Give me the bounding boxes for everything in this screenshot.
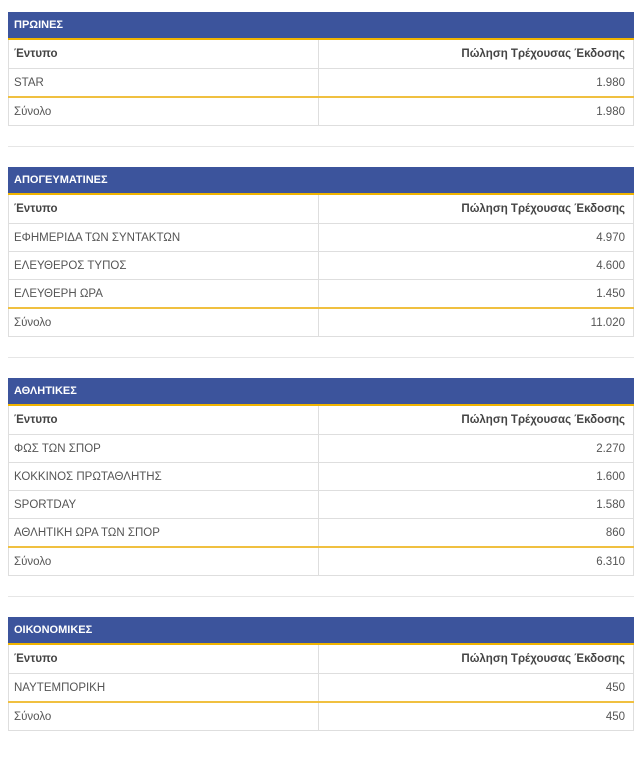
sales-table bbox=[8, 406, 634, 576]
table-row bbox=[9, 280, 634, 309]
total-label: Σύνολο bbox=[9, 308, 319, 337]
column-header-title: Έντυπο bbox=[9, 406, 319, 435]
total-value: 11.020 bbox=[319, 308, 634, 337]
publication-name: ΦΩΣ ΤΩΝ ΣΠΟΡ bbox=[9, 435, 319, 463]
publication-name: ΝΑΥΤΕΜΠΟΡΙΚΗ bbox=[9, 674, 319, 703]
section-divider bbox=[8, 357, 634, 358]
publication-name: ΕΦΗΜΕΡΙΔΑ ΤΩΝ ΣΥΝΤΑΚΤΩΝ bbox=[9, 224, 319, 252]
sales-value: 1.580 bbox=[319, 491, 634, 519]
table-row bbox=[9, 491, 634, 519]
total-row bbox=[9, 702, 634, 731]
table-header-row bbox=[9, 40, 634, 69]
column-header-sales: Πώληση Τρέχουσας Έκδοσης bbox=[319, 645, 634, 674]
publication-name: STAR bbox=[9, 69, 319, 98]
publication-name: ΕΛΕΥΘΕΡΟΣ ΤΥΠΟΣ bbox=[9, 252, 319, 280]
publication-name: SPORTDAY bbox=[9, 491, 319, 519]
section-title: ΠΡΩΙΝΕΣ bbox=[8, 12, 634, 40]
column-header-title: Έντυπο bbox=[9, 40, 319, 69]
sales-table bbox=[8, 40, 634, 126]
column-header-sales: Πώληση Τρέχουσας Έκδοσης bbox=[319, 40, 634, 69]
table-row bbox=[9, 435, 634, 463]
table-row bbox=[9, 252, 634, 280]
publication-name: ΑΘΛΗΤΙΚΗ ΩΡΑ ΤΩΝ ΣΠΟΡ bbox=[9, 519, 319, 548]
table-row bbox=[9, 69, 634, 98]
total-value: 450 bbox=[319, 702, 634, 731]
total-label: Σύνολο bbox=[9, 547, 319, 576]
total-row bbox=[9, 97, 634, 126]
sales-value: 450 bbox=[319, 674, 634, 703]
sales-value: 1.980 bbox=[319, 69, 634, 98]
table-row bbox=[9, 463, 634, 491]
section-afternoon bbox=[8, 167, 634, 337]
sales-value: 2.270 bbox=[319, 435, 634, 463]
sales-value: 4.600 bbox=[319, 252, 634, 280]
sales-table bbox=[8, 645, 634, 731]
total-row bbox=[9, 308, 634, 337]
table-row bbox=[9, 224, 634, 252]
table-header-row bbox=[9, 195, 634, 224]
section-morning bbox=[8, 12, 634, 126]
column-header-sales: Πώληση Τρέχουσας Έκδοσης bbox=[319, 406, 634, 435]
total-value: 6.310 bbox=[319, 547, 634, 576]
section-divider bbox=[8, 146, 634, 147]
total-label: Σύνολο bbox=[9, 702, 319, 731]
sales-value: 1.450 bbox=[319, 280, 634, 309]
table-row bbox=[9, 674, 634, 703]
total-row bbox=[9, 547, 634, 576]
column-header-sales: Πώληση Τρέχουσας Έκδοσης bbox=[319, 195, 634, 224]
table-header-row bbox=[9, 645, 634, 674]
section-title: ΑΘΛΗΤΙΚΕΣ bbox=[8, 378, 634, 406]
total-value: 1.980 bbox=[319, 97, 634, 126]
table-row bbox=[9, 519, 634, 548]
column-header-title: Έντυπο bbox=[9, 645, 319, 674]
table-header-row bbox=[9, 406, 634, 435]
sales-tables-page bbox=[8, 12, 634, 731]
publication-name: ΚΟΚΚΙΝΟΣ ΠΡΩΤΑΘΛΗΤΗΣ bbox=[9, 463, 319, 491]
sales-value: 4.970 bbox=[319, 224, 634, 252]
column-header-title: Έντυπο bbox=[9, 195, 319, 224]
sales-table bbox=[8, 195, 634, 337]
sales-value: 1.600 bbox=[319, 463, 634, 491]
total-label: Σύνολο bbox=[9, 97, 319, 126]
section-financial bbox=[8, 617, 634, 731]
section-title: ΑΠΟΓΕΥΜΑΤΙΝΕΣ bbox=[8, 167, 634, 195]
publication-name: ΕΛΕΥΘΕΡΗ ΩΡΑ bbox=[9, 280, 319, 309]
sales-value: 860 bbox=[319, 519, 634, 548]
section-title: ΟΙΚΟΝΟΜΙΚΕΣ bbox=[8, 617, 634, 645]
section-divider bbox=[8, 596, 634, 597]
section-sports bbox=[8, 378, 634, 576]
